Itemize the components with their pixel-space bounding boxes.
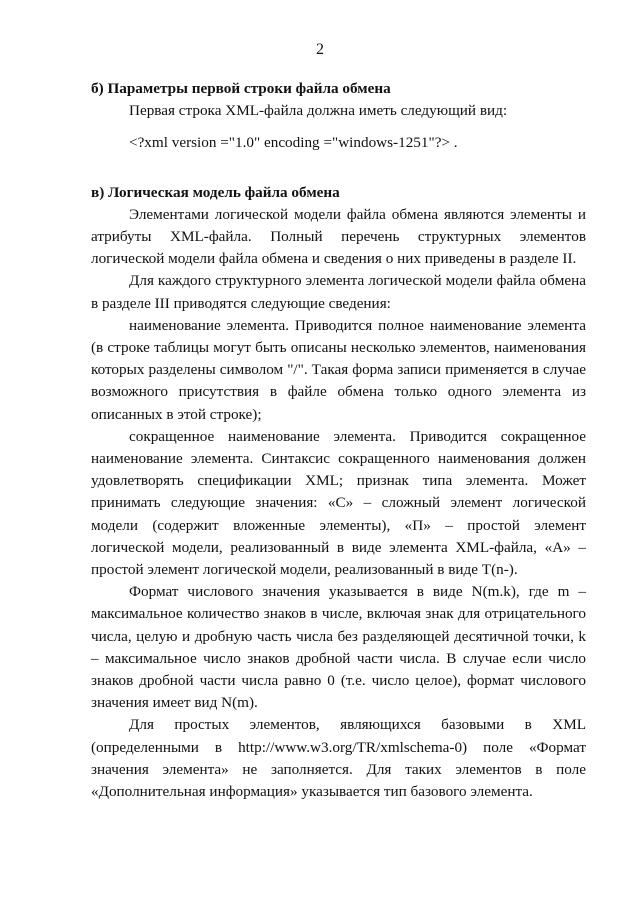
section-v-heading: в) Логическая модель файла обмена: [91, 183, 340, 201]
document-body: [91, 78, 586, 803]
section-b-heading: б) Параметры первой строки файла обмена: [91, 80, 391, 97]
paragraph: наименование элемента. Приводится полное наименование элемента (в строке таблицы могут быть описаны несколько элементов, наименования которых разделены символом "/". Такая форма записи применяется в случае возможного присутствия в файле обмена только одного элемента из описанных в этой строке);: [91, 316, 586, 423]
paragraph: Для каждого структурного элемента логической модели файла обмена в разделе III приводятся следующие сведения:: [91, 272, 586, 312]
section-b-intro: Первая строка XML-файла должна иметь следующий вид:: [129, 102, 508, 120]
paragraph: Для простых элементов, являющихся базовыми в XML (определенными в http://www.w3.org/TR/xmlschema-0) поле «Формат значения элемента» не заполняется. Для таких элементов в поле «Дополнительная информация» указывается тип базового элемента.: [91, 716, 586, 801]
paragraph: сокращенное наименование элемента. Приводится сокращенное наименование элемента. Синтаксис сокращенного наименования должен удовлетворять спецификации XML; признак типа элемента. Может принимать следующие значения: «С» – сложный элемент логической модели (содержит вложенные элементы), «П» – простой элемент логической модели, реализованный в виде элемента XML-файла, «А» – простой элемент логической модели, реализованный в виде T(n-).: [91, 427, 586, 579]
xml-declaration: <?xml version ="1.0" encoding ="windows-1251"?> .: [129, 134, 458, 152]
paragraph: Формат числового значения указывается в виде N(m.k), где m – максимальное количество знаков в числе, включая знак для отрицательного числа, целую и дробную часть числа без разделяющей десятичной точки, k – максимальное число знаков дробной части числа. В случае если число знаков дробной части числа равно 0 (т.е. число целое), формат числового значения имеет вид N(m).: [91, 583, 586, 712]
paragraph: Элементами логической модели файла обмена являются элементы и атрибуты XML-файла. Полный перечень структурных элементов логической модели файла обмена и сведения о них приведены в разделе II.: [91, 205, 586, 268]
page-number: 2: [316, 41, 324, 58]
